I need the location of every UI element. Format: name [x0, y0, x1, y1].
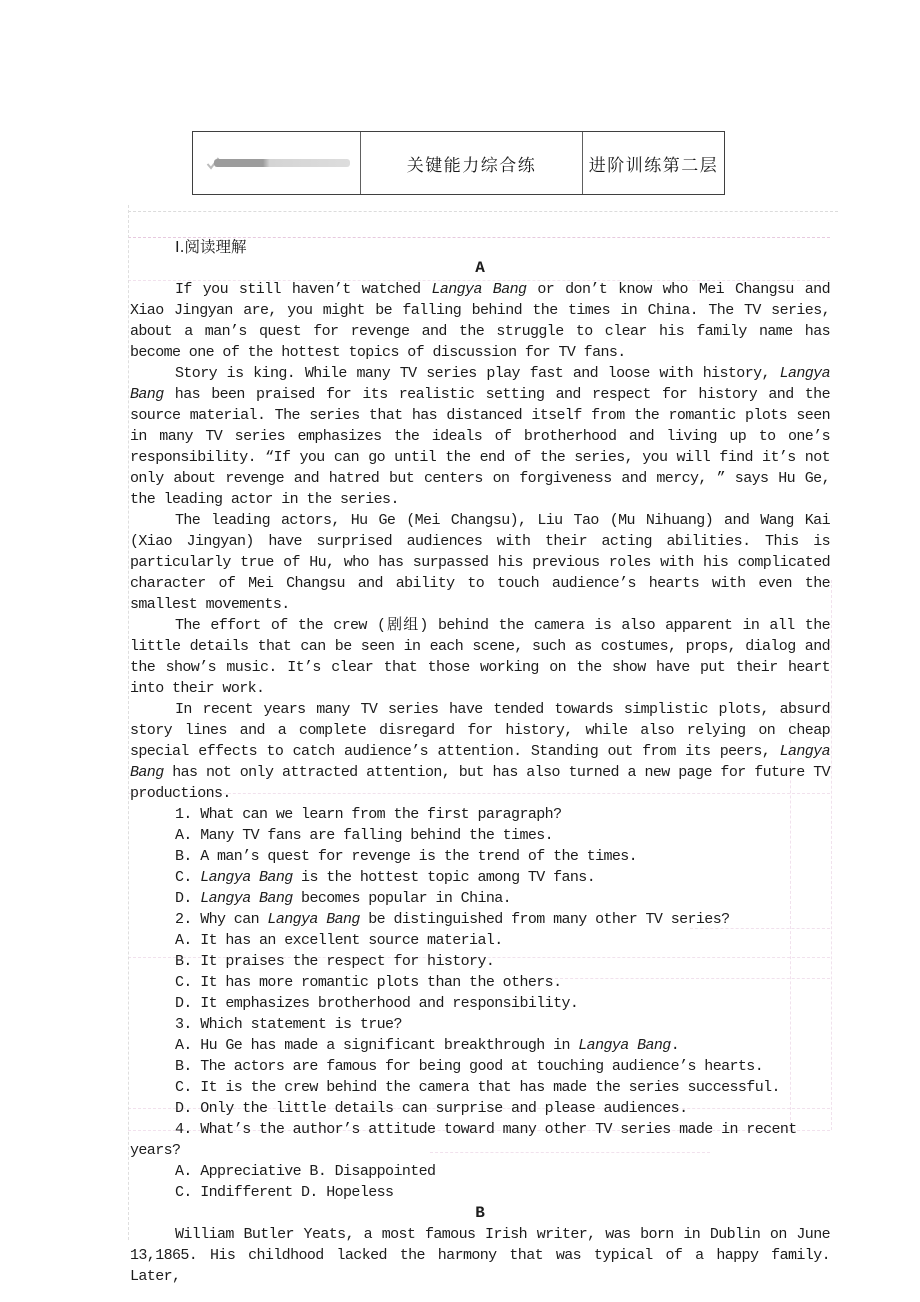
text-run: C. It is the crew behind the camera that has made the series successful.	[175, 1079, 780, 1096]
text-run: C. It has more romantic plots than the others.	[175, 974, 562, 991]
text-run: B. It praises the respect for history.	[175, 953, 495, 970]
text-run: William Butler Yeats, a most famous Irish writer, was born in Dublin on June 13,1865. His childhood lacked the harmony that was typical of a happy family. Later,	[130, 1226, 830, 1285]
option-line	[130, 1056, 830, 1077]
italic-title-run: Langya Bang	[130, 365, 830, 403]
text-run: A	[475, 259, 485, 277]
text-run: becomes popular in China.	[292, 890, 512, 907]
text-run: be distinguished from many other TV series?	[359, 911, 730, 928]
passage-paragraph	[130, 1224, 830, 1287]
text-run: is the hottest topic among TV fans.	[292, 869, 596, 886]
banner-title-cell: 关键能力综合练	[360, 132, 582, 194]
option-line	[130, 846, 830, 867]
question-stem	[130, 804, 830, 825]
option-line	[130, 1035, 830, 1056]
passage-paragraph	[130, 615, 830, 699]
text-run: B. The actors are famous for being good at touching audience’s hearts.	[175, 1058, 764, 1075]
option-line	[130, 930, 830, 951]
text-run: B. A man’s quest for revenge is the trend of the times.	[175, 848, 638, 865]
question-stem	[130, 1119, 830, 1161]
passage-paragraph	[130, 510, 830, 615]
italic-title-run: Langya Bang	[267, 911, 360, 928]
option-line	[130, 993, 830, 1014]
question-stem	[130, 1014, 830, 1035]
option-line	[130, 951, 830, 972]
document-content	[130, 237, 830, 1287]
text-run: The effort of the crew (剧组) behind the camera is also apparent in all the little details that can be seen in each scene, such as costumes, props, dialog and the show’s music. It’s clear that those working on the show have put their heart into their work.	[130, 617, 830, 697]
passage-paragraph	[130, 699, 830, 804]
passage-paragraph	[130, 363, 830, 510]
text-run: C. Indifferent D. Hopeless	[175, 1184, 394, 1201]
text-run: B	[475, 1204, 485, 1222]
italic-title-run: Langya Bang	[130, 743, 830, 781]
passage-label	[130, 1203, 830, 1224]
text-run: In recent years many TV series have tended towards simplistic plots, absurd story lines and a complete disregard for history, while also relying on cheap special effects to catch audience’s attention. Standing out from its peers,	[130, 701, 830, 760]
passage-paragraph	[130, 279, 830, 363]
header-banner-table	[192, 131, 725, 195]
text-run: has not only attracted attention, but has also turned a new page for future TV productions.	[130, 764, 830, 802]
italic-title-run: Langya Bang	[200, 890, 293, 907]
text-run: D. Only the little details can surprise and please audiences.	[175, 1100, 688, 1117]
text-run: C.	[175, 869, 201, 886]
banner-subtitle-cell: 进阶训练第二层	[582, 132, 724, 194]
section-heading	[130, 237, 830, 258]
option-line	[130, 1182, 830, 1203]
text-run: .	[670, 1037, 680, 1054]
option-line	[130, 867, 830, 888]
text-run: 1. What can we learn from the first paragraph?	[175, 806, 562, 823]
gradient-bar-decoration	[214, 159, 350, 167]
banner-decoration-cell	[193, 132, 360, 194]
option-line	[130, 1077, 830, 1098]
text-run: A. It has an excellent source material.	[175, 932, 503, 949]
text-run: Story is king. While many TV series play fast and loose with history,	[175, 365, 780, 382]
text-run: A. Appreciative B. Disappointed	[175, 1163, 436, 1180]
text-run: 2. Why can	[175, 911, 268, 928]
option-line	[130, 1161, 830, 1182]
italic-title-run: Langya Bang	[200, 869, 293, 886]
text-run: D. It emphasizes brotherhood and responsibility.	[175, 995, 579, 1012]
italic-title-run: Langya Bang	[578, 1037, 671, 1054]
text-run: D.	[175, 890, 201, 907]
text-run: A. Hu Ge has made a significant breakthrough in	[175, 1037, 579, 1054]
option-line	[130, 1098, 830, 1119]
pencil-line-icon	[193, 155, 360, 171]
text-run: or don’t know who Mei Changsu and Xiao Jingyan are, you might be falling behind the times in China. The TV series, about a man’s quest for revenge and the struggle to clear his family name has become one of the hottest topics of discussion for TV fans.	[130, 281, 830, 361]
text-run: A. Many TV fans are falling behind the times.	[175, 827, 554, 844]
text-run: If you still haven’t watched	[175, 281, 432, 298]
option-line	[130, 972, 830, 993]
passage-label	[130, 258, 830, 279]
italic-title-run: Langya Bang	[431, 281, 527, 298]
text-run: Ⅰ.阅读理解	[175, 238, 247, 256]
option-line	[130, 825, 830, 846]
text-run: 3. Which statement is true?	[175, 1016, 402, 1033]
option-line	[130, 888, 830, 909]
text-run: 4. What’s the author’s attitude toward many other TV series made in recent years?	[130, 1121, 797, 1159]
text-run: has been praised for its realistic setting and respect for history and the source material. The series that has distanced itself from the romantic plots seen in many TV series emphasizes the ideals of brotherhood and living up to one’s responsibility. “If you can go until the end of the series, you will find it’s not only about revenge and hatred but centers on forgiveness and mercy, ” says Hu Ge, the leading actor in the series.	[130, 386, 830, 508]
text-run: The leading actors, Hu Ge (Mei Changsu), Liu Tao (Mu Nihuang) and Wang Kai (Xiao Jingyan) have surprised audiences with their acting abilities. This is particularly true of Hu, who has surpassed his previous roles with his complicated character of Mei Changsu and ability to touch audience’s hearts with even the smallest movements.	[130, 512, 830, 613]
question-stem	[130, 909, 830, 930]
